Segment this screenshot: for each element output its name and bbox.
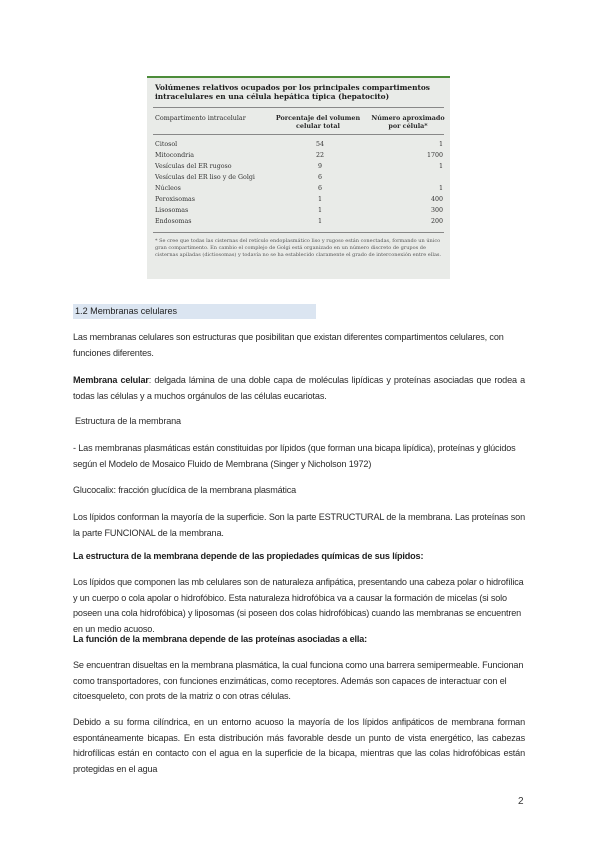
table-row	[155, 184, 445, 194]
row-count: 1	[438, 163, 443, 170]
paragraph-bicapas: Debido a su forma cilíndrica, en un entorno acuoso la mayoría de los lípidos anfipáticos de membrana forman espontáneamente bicapas. En esta distribución más favorable desde un punto de vista energético, las cabezas hidrofílicas están en contacto con el agua en la superficie de la bicapa, mientras que las colas hidrofóbicas están protegidas en el agua	[73, 717, 525, 774]
table-figure	[147, 76, 450, 279]
paragraph-membrana-celular	[73, 373, 525, 404]
row-percent: 1	[317, 218, 322, 225]
row-name: Lisosomas	[155, 207, 189, 214]
row-count: 400	[430, 196, 443, 203]
row-name: Vesículas del ER liso y de Golgi	[155, 174, 255, 181]
paragraph-glucocalix: Glucocalix: fracción glucídica de la membrana plasmática	[73, 485, 297, 495]
row-percent: 9	[317, 163, 322, 170]
figure-rule-bottom	[153, 232, 444, 233]
row-count: 1	[438, 185, 443, 192]
row-name: Peroxisomas	[155, 196, 196, 203]
header-count: Número aproximado por célula*	[371, 114, 445, 130]
table-row	[155, 162, 445, 172]
header-percent: Porcentaje del volumen celular total	[275, 114, 361, 130]
page-number: 2	[518, 796, 524, 807]
heading-funcion: La función de la membrana depende de las proteínas asociadas a ella:	[73, 634, 368, 644]
table-row	[155, 173, 445, 183]
row-percent: 22	[315, 152, 324, 159]
row-percent: 1	[317, 196, 322, 203]
figure-rule-top	[153, 107, 444, 108]
definition-membrana-celular: : delgada lámina de una doble capa de moléculas lipídicas y proteínas asociadas que rodea a todas las células y a muchos orgánulos de las células eucariotas.	[73, 375, 525, 401]
term-membrana-celular: Membrana celular	[73, 375, 149, 385]
table-row	[155, 195, 445, 205]
header-compartment: Compartimento intracelular	[155, 114, 246, 122]
figure-footnote: * Se cree que todas las cisternas del retículo endoplasmático liso y rugoso están conectadas, formando un único gran compartimento. En cambio el complejo de Golgi está organizado en un número discreto de grupos de cisternas apiladas (dictiosomas) y todavía no se ha establecido claramente el grado de interconexión entre ellas.	[155, 238, 442, 259]
paragraph-bicapa: - Las membranas plasmáticas están constituidas por lípidos (que forman una bicapa lipídica), proteínas y glúcidos según el Modelo de Mosaico Fluido de Membrana (Singer y Nicholson 1972)	[73, 443, 516, 469]
row-percent: 1	[317, 207, 322, 214]
row-name: Citosol	[155, 141, 178, 148]
figure-title: Volúmenes relativos ocupados por los principales compartimentos intracelulares en una célula hepática típica (hepatocito)	[155, 83, 430, 101]
table-row	[155, 206, 445, 216]
section-title: 1.2 Membranas celulares	[75, 306, 178, 316]
paragraph-intro: Las membranas celulares son estructuras que posibilitan que existan diferentes compartimentos celulares, con funciones diferentes.	[73, 332, 504, 358]
heading-estructura: Estructura de la membrana	[75, 416, 181, 426]
row-name: Mitocondria	[155, 152, 194, 159]
table-row	[155, 151, 445, 161]
table-row	[155, 140, 445, 150]
row-percent: 54	[315, 141, 324, 148]
row-count: 1700	[426, 152, 443, 159]
row-percent: 6	[317, 174, 322, 181]
heading-lipidos: La estructura de la membrana depende de las propiedades químicas de sus lípidos:	[73, 551, 424, 561]
row-count: 300	[430, 207, 443, 214]
row-name: Endosomas	[155, 218, 192, 225]
table-row	[155, 217, 445, 227]
row-count: 200	[430, 218, 443, 225]
row-name: Núcleos	[155, 185, 181, 192]
row-count: 1	[438, 141, 443, 148]
figure-rule-header	[153, 134, 444, 135]
paragraph-proteinas: Se encuentran disueltas en la membrana plasmática, la cual funciona como una barrera semipermeable. Funcionan como transportadores, con funciones enzimáticas, como receptores. Además son capaces de interactuar con el citoesqueleto, con prots de la matriz o con otras células.	[73, 660, 524, 701]
row-percent: 6	[317, 185, 322, 192]
paragraph-lipidos-estructura: Los lípidos conforman la mayoría de la superficie. Son la parte ESTRUCTURAL de la membrana. Las proteínas son la parte FUNCIONAL de la membrana.	[73, 512, 525, 538]
paragraph-anfipatica: Los lípidos que componen las mb celulares son de naturaleza anfipática, presentando una cabeza polar o hidrofílica y un cuerpo o cola apolar o hidrofóbico. Esta naturaleza hidrofóbica va a causar la formación de micelas (si solo poseen una cola hidrofóbica) y liposomas (si poseen dos colas hidrofóbicas) cuando las membranas se encuentren en un medio acuoso.	[73, 577, 524, 634]
row-name: Vesículas del ER rugoso	[155, 163, 232, 170]
